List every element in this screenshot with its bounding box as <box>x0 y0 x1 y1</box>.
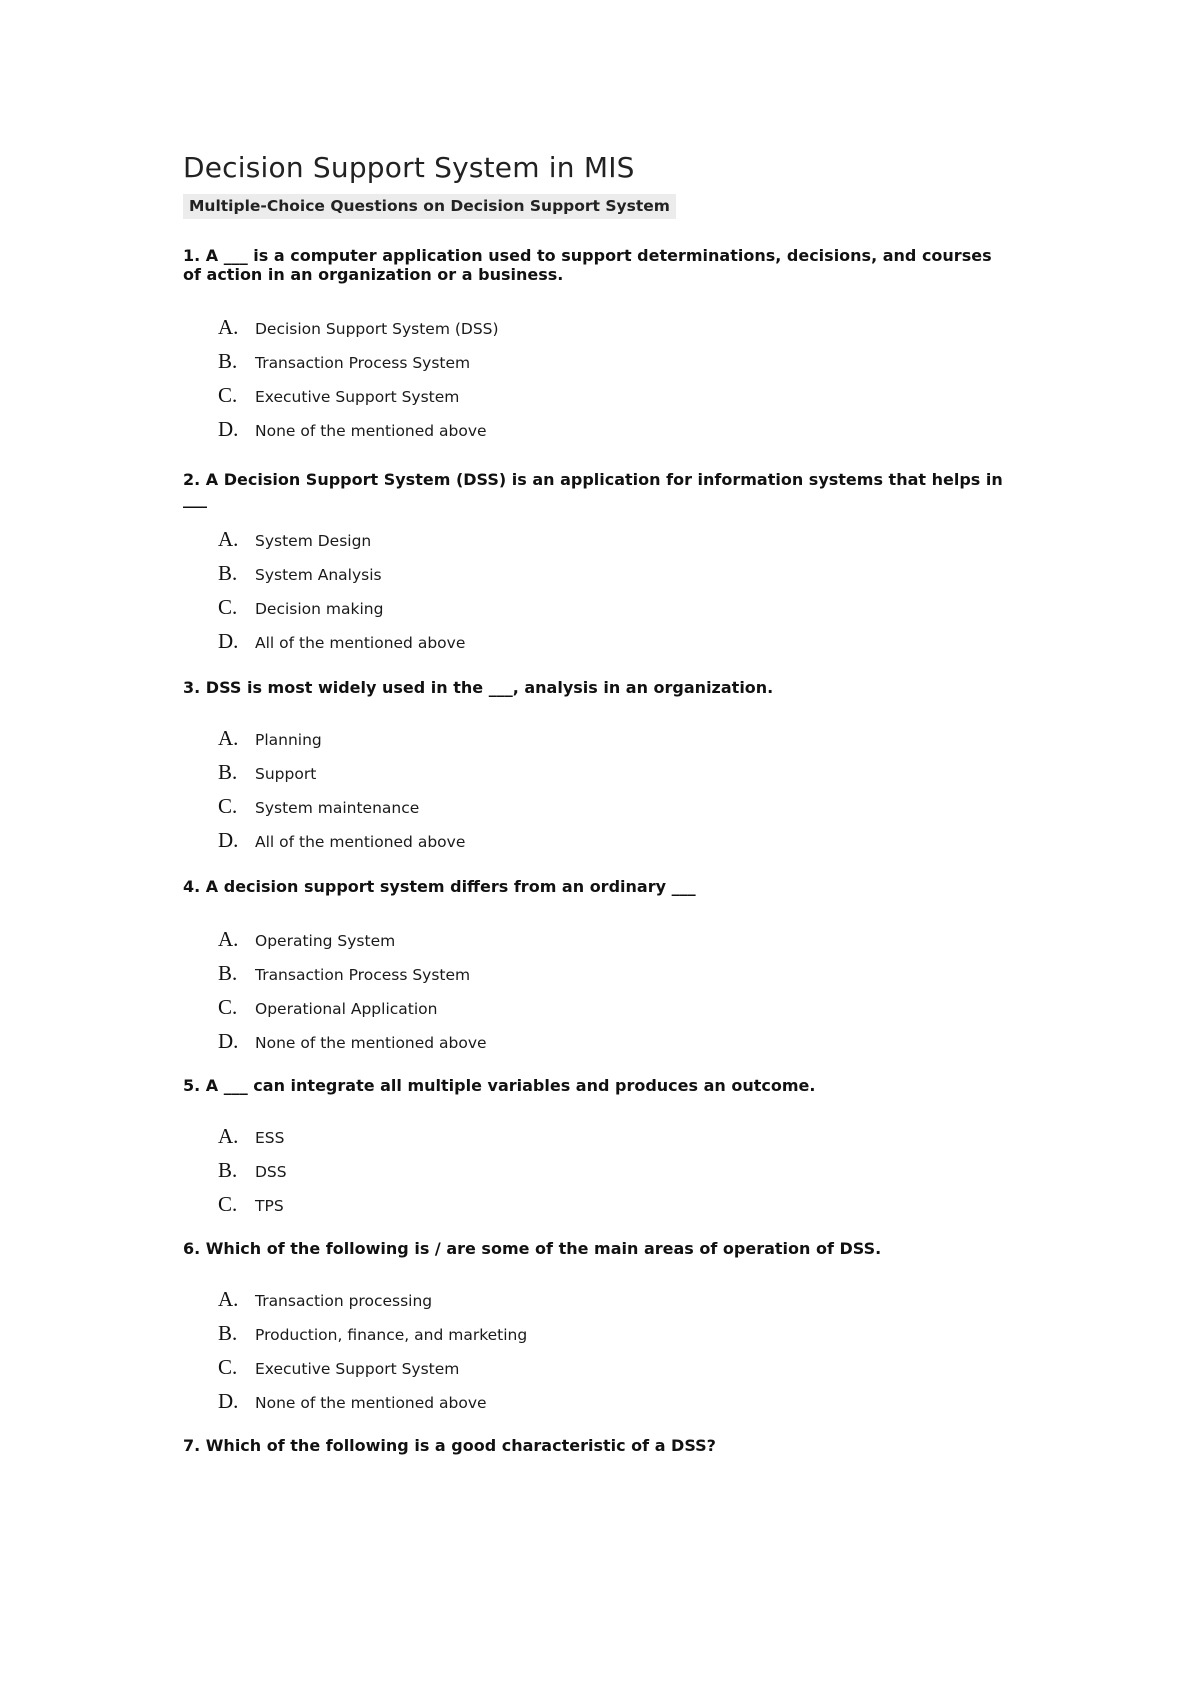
option-text: System maintenance <box>255 799 420 817</box>
option-3b <box>218 755 1043 789</box>
option-letter: A. <box>218 527 239 551</box>
option-letter: C. <box>218 1355 238 1379</box>
option-text: All of the mentioned above <box>255 634 466 652</box>
option-text: None of the mentioned above <box>255 1034 487 1052</box>
option-6d <box>218 1384 1043 1418</box>
option-4b <box>218 956 1043 990</box>
option-letter: A. <box>218 1287 239 1311</box>
option-3c <box>218 789 1043 823</box>
option-letter: D. <box>218 417 239 441</box>
option-letter: C. <box>218 995 238 1019</box>
options-list-2 <box>183 522 1043 658</box>
option-2a <box>218 522 1043 556</box>
option-text: Transaction Process System <box>255 354 471 372</box>
question-7: 7. Which of the following is a good characteristic of a DSS? <box>183 1436 716 1455</box>
option-letter: C. <box>218 383 238 407</box>
option-1c <box>218 378 1043 412</box>
option-5c <box>218 1187 1043 1221</box>
page-title: Decision Support System in MIS <box>183 151 635 184</box>
option-letter: C. <box>218 1192 238 1216</box>
option-letter: D. <box>218 1029 239 1053</box>
option-text: All of the mentioned above <box>255 833 466 851</box>
option-2c <box>218 590 1043 624</box>
option-3d <box>218 823 1043 857</box>
option-text: None of the mentioned above <box>255 1394 487 1412</box>
option-letter: B. <box>218 760 238 784</box>
question-6: 6. Which of the following is / are some of the main areas of operation of DSS. <box>183 1239 882 1258</box>
option-text: System Analysis <box>255 566 382 584</box>
option-2b <box>218 556 1043 590</box>
question-4: 4. A decision support system differs from an ordinary ___ <box>183 877 696 896</box>
options-list-4 <box>183 922 1043 1058</box>
option-text: Operational Application <box>255 1000 438 1018</box>
option-6a <box>218 1282 1043 1316</box>
option-5a <box>218 1119 1043 1153</box>
subtitle-wrap <box>183 194 1043 220</box>
option-text: Transaction processing <box>255 1292 433 1310</box>
options-list-1 <box>183 310 1043 446</box>
options-list-6 <box>183 1282 1043 1418</box>
option-text: Decision Support System (DSS) <box>255 320 499 338</box>
option-2d <box>218 624 1043 658</box>
option-text: TPS <box>255 1197 284 1215</box>
question-5: 5. A ___ can integrate all multiple variables and produces an outcome. <box>183 1076 816 1095</box>
option-letter: D. <box>218 629 239 653</box>
option-letter: B. <box>218 561 238 585</box>
option-text: System Design <box>255 532 372 550</box>
option-letter: B. <box>218 1158 238 1182</box>
question-3: 3. DSS is most widely used in the ___, analysis in an organization. <box>183 678 774 697</box>
option-letter: A. <box>218 1124 239 1148</box>
option-letter: B. <box>218 349 238 373</box>
option-6b <box>218 1316 1043 1350</box>
option-text: Production, finance, and marketing <box>255 1326 528 1344</box>
question-2: 2. A Decision Support System (DSS) is an application for information systems that helps in ___ <box>183 470 1003 508</box>
option-text: DSS <box>255 1163 287 1181</box>
options-list-5 <box>183 1119 1043 1221</box>
option-letter: D. <box>218 828 239 852</box>
option-4d <box>218 1024 1043 1058</box>
option-text: Executive Support System <box>255 1360 460 1378</box>
option-letter: A. <box>218 726 239 750</box>
option-6c <box>218 1350 1043 1384</box>
option-letter: B. <box>218 961 238 985</box>
option-text: Operating System <box>255 932 396 950</box>
option-1d <box>218 412 1043 446</box>
option-4c <box>218 990 1043 1024</box>
option-text: Transaction Process System <box>255 966 471 984</box>
option-text: Support <box>255 765 317 783</box>
option-letter: C. <box>218 595 238 619</box>
option-letter: A. <box>218 927 239 951</box>
option-5b <box>218 1153 1043 1187</box>
option-text: Decision making <box>255 600 384 618</box>
option-letter: D. <box>218 1389 239 1413</box>
option-1a <box>218 310 1043 344</box>
option-letter: A. <box>218 315 239 339</box>
option-letter: B. <box>218 1321 238 1345</box>
option-3a <box>218 721 1043 755</box>
options-list-3 <box>183 721 1043 857</box>
section-subtitle: Multiple-Choice Questions on Decision Support System <box>183 194 676 219</box>
question-1: 1. A ___ is a computer application used to support determinations, decisions, and courses of action in an organization or a business. <box>183 246 992 284</box>
option-text: None of the mentioned above <box>255 422 487 440</box>
document-page <box>183 148 1043 1455</box>
option-letter: C. <box>218 794 238 818</box>
option-text: Planning <box>255 731 322 749</box>
option-4a <box>218 922 1043 956</box>
option-text: Executive Support System <box>255 388 460 406</box>
option-1b <box>218 344 1043 378</box>
option-text: ESS <box>255 1129 285 1147</box>
